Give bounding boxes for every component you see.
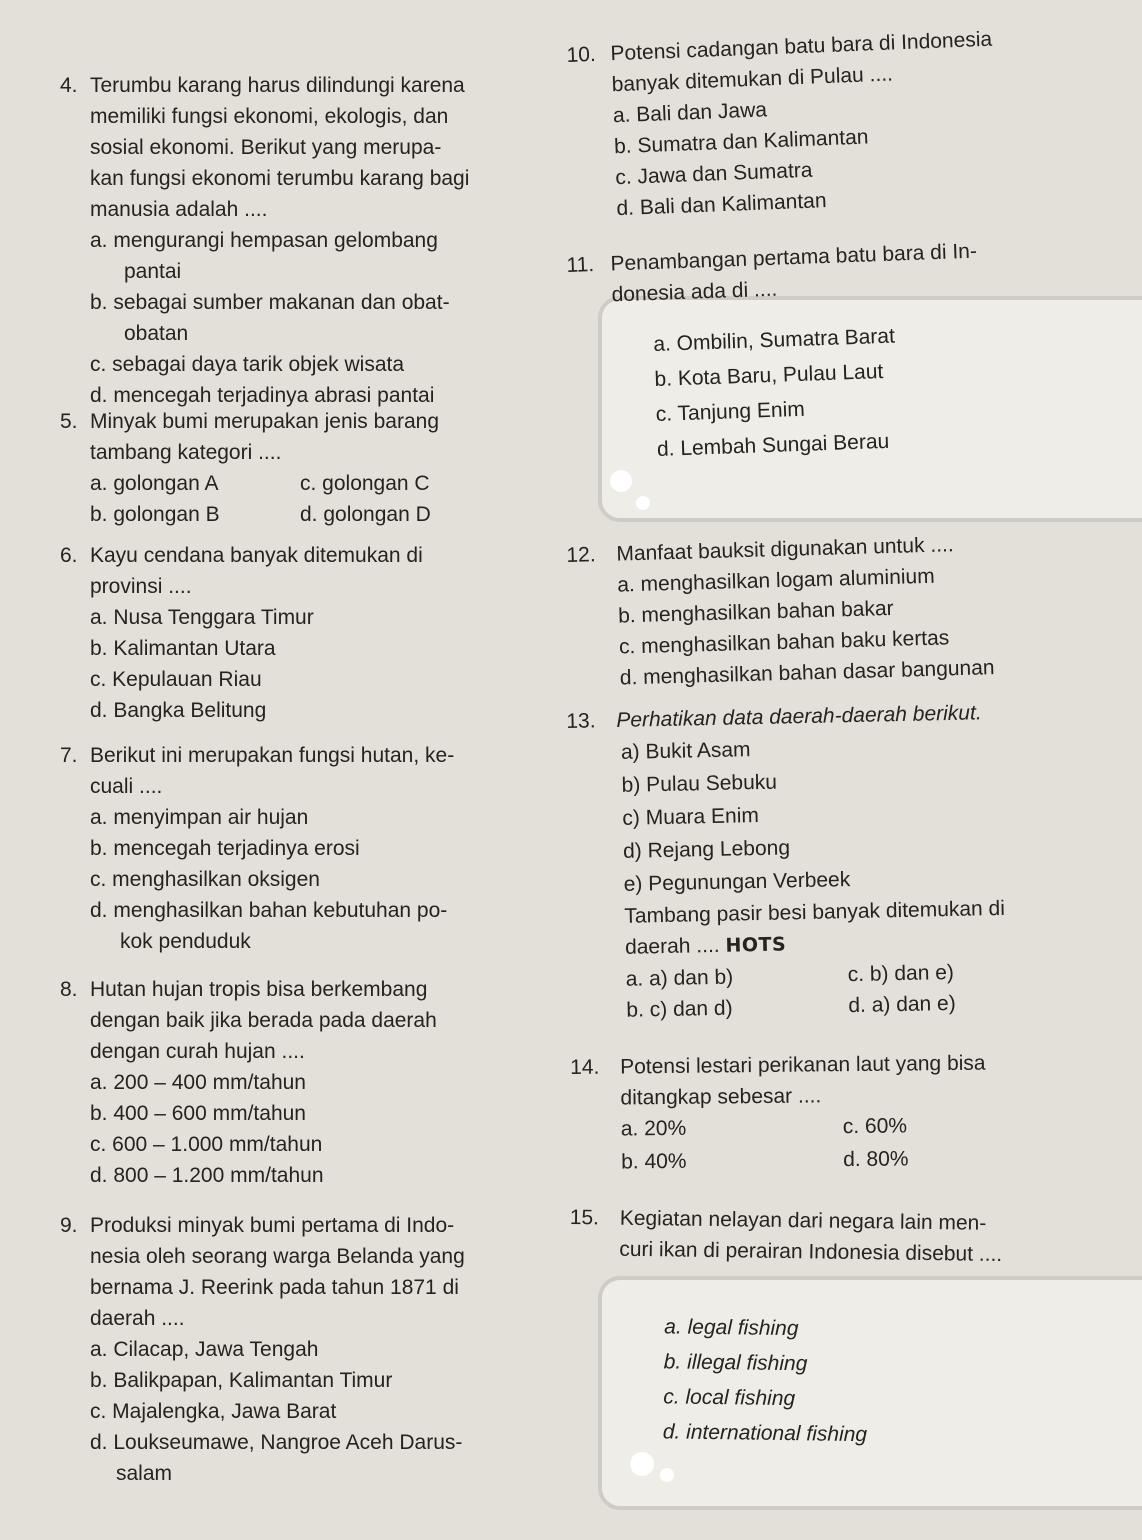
data-item-d: d) Rejang Lebong [622,836,791,863]
option-d: d. 80% [843,1147,909,1172]
option-b: b. 40% [621,1149,687,1174]
stem-line: tambang kategori .... [90,441,282,464]
stem-line: dengan baik jika berada pada daerah [90,1009,437,1032]
question-number: 6. [60,544,78,567]
stem-line: Perhatikan data daerah-daerah berikut. [616,701,982,732]
option-a-cont: pantai [124,260,182,283]
question-12 [566,525,1110,695]
question-number: 9. [60,1214,78,1237]
option-c: c. Kepulauan Riau [90,668,262,691]
question-number: 7. [60,744,78,767]
stem-line: nesia oleh seorang warga Belanda yang [90,1245,465,1268]
question-5 [60,406,530,530]
question-13 [566,695,1113,1027]
option-c: c. 60% [842,1114,908,1139]
option-b: b. 400 – 600 mm/tahun [90,1102,306,1125]
question-11 [566,231,1113,470]
option-c: c. menghasilkan oksigen [90,868,320,891]
question-number: 14. [570,1055,600,1079]
stem-line: bernama J. Reerink pada tahun 1871 di [90,1276,459,1299]
data-item-b: b) Pulau Sebuku [621,770,778,797]
option-d: d. Bali dan Kalimantan [616,189,827,221]
question-number: 8. [60,978,78,1001]
question-9 [60,1210,540,1489]
stem-line: manusia adalah .... [90,198,268,221]
option-a: a. Bali dan Jawa [612,98,768,128]
dot [630,1452,654,1476]
stem-line: Hutan hujan tropis bisa berkembang [90,978,428,1001]
option-b: b. Balikpapan, Kalimantan Timur [90,1369,393,1392]
option-b-cont: obatan [124,322,189,345]
dot [610,470,632,492]
stem-line: donesia ada di .... [611,277,778,307]
option-d: d. 800 – 1.200 mm/tahun [90,1164,324,1187]
option-b: b. Kota Baru, Pulau Laut [654,360,884,391]
stem-line: Produksi minyak bumi pertama di Indo- [90,1214,455,1237]
option-d: d. golongan D [300,503,431,526]
stem-line: provinsi .... [90,575,192,598]
option-d: d. menghasilkan bahan dasar bangunan [619,656,995,690]
data-item-e: e) Pegunungan Verbeek [623,868,851,896]
question-number: 13. [566,709,596,733]
option-a: a. Ombilin, Sumatra Barat [652,324,896,357]
question-number: 10. [566,42,597,67]
option-a: a. legal fishing [664,1315,799,1341]
option-d: d. international fishing [662,1420,868,1447]
option-c: c. Majalengka, Jawa Barat [90,1400,337,1423]
question-8 [60,974,530,1191]
option-a: a. 200 – 400 mm/tahun [90,1071,306,1094]
dot [636,496,650,510]
stem-line: banyak ditemukan di Pulau .... [611,62,894,97]
option-d: d. mencegah terjadinya abrasi pantai [90,384,435,407]
data-item-c: c) Muara Enim [622,803,760,830]
stem-line: Kegiatan nelayan dari negara lain men- [619,1206,987,1235]
option-c: c. 600 – 1.000 mm/tahun [90,1133,323,1156]
option-d-cont: salam [116,1462,173,1485]
option-b: b. menghasilkan bahan bakar [617,596,894,628]
stem-line: Manfaat bauksit digunakan untuk .... [616,533,954,566]
question-6 [60,540,530,726]
option-c: c. golongan C [300,472,430,495]
stem-line: Kayu cendana banyak ditemukan di [90,544,423,567]
option-c: c. Jawa dan Sumatra [614,158,813,190]
option-d: d. Loukseumawe, Nangroe Aceh Darus- [90,1431,463,1454]
option-c: c. b) dan e) [847,960,955,987]
option-b: b. Kalimantan Utara [90,637,276,660]
stem-line: curi ikan di perairan Indonesia disebut .... [619,1237,1003,1267]
option-d: d. Bangka Belitung [90,699,267,722]
option-b: b. mencegah terjadinya erosi [90,837,360,860]
option-b: b. illegal fishing [663,1350,808,1376]
question-number: 5. [60,410,78,433]
option-c: c. menghasilkan bahan baku kertas [618,626,950,659]
option-d: d. Lembah Sungai Berau [656,429,890,461]
option-a: a. mengurangi hempasan gelombang [90,229,438,252]
question-line: Tambang pasir besi banyak ditemukan di [624,896,1006,928]
question-number: 12. [566,543,596,567]
option-b: b. golongan B [90,503,220,526]
option-c: c. Tanjung Enim [655,397,806,426]
option-d: d. menghasilkan bahan kebutuhan po- [90,899,448,922]
stem-line: dengan curah hujan .... [90,1040,305,1063]
hots-badge: HOTS [725,933,787,957]
option-a: a. Cilacap, Jawa Tengah [90,1338,319,1361]
option-c: c. sebagai daya tarik objek wisata [90,353,405,376]
stem-line: Potensi lestari perikanan laut yang bisa [620,1051,986,1079]
option-a: a. menghasilkan logam aluminium [616,564,935,597]
question-number: 11. [566,253,595,277]
stem-line: cuali .... [90,775,163,798]
option-a: a. 20% [620,1116,687,1141]
stem-line: ditangkap sebesar .... [620,1084,822,1110]
question-number: 15. [569,1205,600,1230]
option-b: b. sebagai sumber makanan dan obat- [90,291,450,314]
question-14 [570,1046,1111,1178]
dot [660,1468,674,1482]
stem-line: Berikut ini merupakan fungsi hutan, ke- [90,744,455,767]
option-b: b. Sumatra dan Kalimantan [613,125,869,159]
question-4 [60,70,530,411]
option-a: a. menyimpan air hujan [90,806,309,829]
question-line: daerah .... [624,933,720,959]
stem-line: sosial ekonomi. Berikut yang merupa- [90,136,442,159]
question-number: 4. [60,74,78,97]
stem-line: Penambangan pertama batu bara di In- [610,239,978,276]
stem-line: memiliki fungsi ekonomi, ekologis, dan [90,105,449,128]
question-10 [566,19,1113,226]
question-7 [60,740,530,957]
stem-line: Minyak bumi merupakan jenis barang [90,410,440,433]
option-d: d. a) dan e) [848,991,956,1018]
option-b: b. c) dan d) [626,996,733,1022]
option-d-cont: kok penduduk [120,930,251,953]
data-item-a: a) Bukit Asam [620,738,751,764]
stem-line: kan fungsi ekonomi terumbu karang bagi [90,167,470,190]
option-a: a. a) dan b) [625,965,734,991]
option-a: a. Nusa Tenggara Timur [90,606,314,629]
option-c: c. local fishing [663,1385,796,1411]
question-15 [567,1202,1130,1456]
stem-line: Terumbu karang harus dilindungi karena [90,74,465,97]
option-a: a. golongan A [90,472,219,495]
stem-line: daerah .... [90,1307,185,1330]
stem-line: Potensi cadangan batu bara di Indonesia [610,27,993,66]
